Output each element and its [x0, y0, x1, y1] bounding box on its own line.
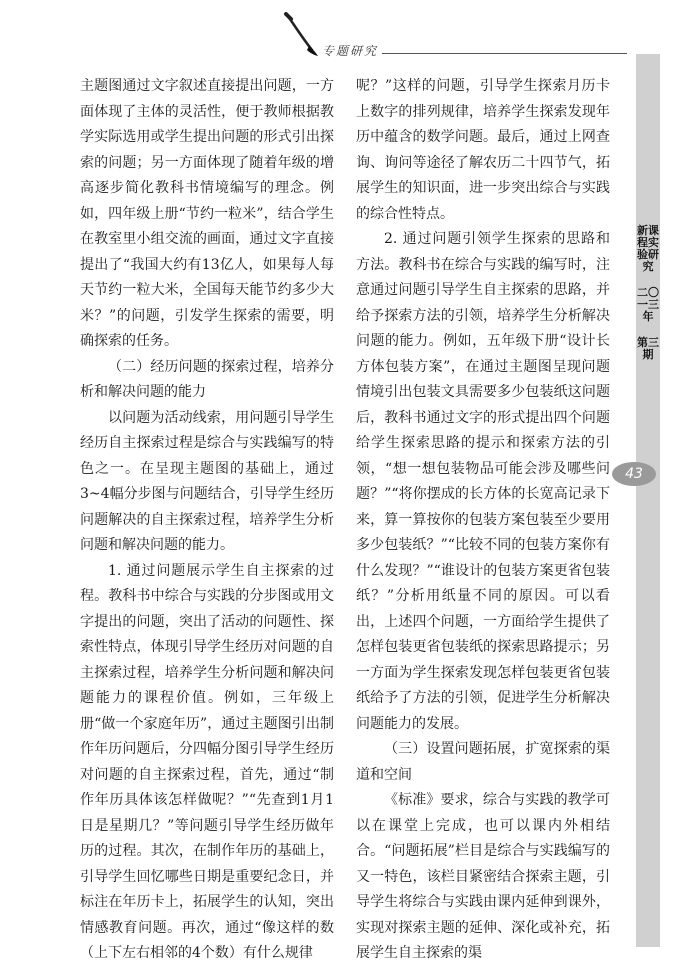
- side-journal-label: [637, 225, 659, 361]
- paragraph: 2. 通过问题引领学生探索的思路和方法。教科书在综合与实践的编写时，注意通过问题引导学生自主探索的思路，并给予探索方法的引领，培养学生分析解决问题的能力。例如，五年级下册“设计长方体包装方案”，在通过主题图呈现问题情境引出包装文具需要多少包装纸这问题后，教科书通过文字的形式提出四个问题给学生探索思路的提示和探索方法的引领，“想一想包装物品可能会涉及哪些问题？”“将你摆成的长方体的长宽高记录下来，算一算按你的包装方案包装至少要用多少包装纸？”“比较不同的包装方案你有什么发现？”“谁设计的包装方案更省包装纸？”分析用纸量不同的原因。可以看出，上述四个问题，一方面给学生提供了怎样包装更省包装纸的探索思路提示；另一方面为学生探索发现怎样包装更省包装纸给予了方法的引领，促进学生分析解决问题能力的发展。: [356, 231, 610, 732]
- section-heading: （二）经历问题的探索过程，培养分析和解决问题的能力: [80, 358, 334, 400]
- paragraph: 1. 通过问题展示学生自主探索的过程。教科书中综合与实践的分步图或用文字提出的问题，突出了活动的问题性、探索性特点，体现引导学生经历对问题的自主探索过程，培养学生分析问题和解决问题能力的课程价值。例如，三年级上册“做一个家庭年历”，通过主题图引出制作年历问题后，分四幅分图引导学生经历对问题的自主探索过程，首先，通过“制作年历具体该怎样做呢？”“先查到1月1日是星期几？”等问题引导学生经历做年历的过程。其次，在制作年历的基础上，引导学生回忆哪些日期是重要纪念日，并标注在年历卡上，拓展学生的认知，突出情感教育问题。再次，通过“像这样的数（上下左右相邻的4个数）有什么规律: [80, 562, 334, 961]
- section-heading: （三）设置问题拓展，扩宽探索的渠道和空间: [356, 741, 610, 783]
- side-year: 二〇一三年: [637, 286, 659, 323]
- side-journal-name: 新课程实验研究: [637, 224, 659, 273]
- left-column: [80, 74, 334, 967]
- side-bar: [636, 54, 660, 947]
- paragraph: 以问题为活动线索，用问题引导学生经历自主探索过程是综合与实践编写的特色之一。在呈现主题图的基础上，通过3~4幅分步图与问题结合，引导学生经历问题解决的自主探索过程，培养学生分析问题和解决问题的能力。: [80, 409, 334, 553]
- header-title: 专题研究: [322, 44, 379, 58]
- page-number: 43: [612, 462, 656, 486]
- paragraph: 主题图通过文字叙述直接提出问题，一方面体现了主体的灵活性，便于教师根据教学实际选用或学生提出问题的形式引出探索的问题；另一方面体现了随着年级的增高逐步简化教科书情境编写的理念。例如，四年级上册“节约一粒米”，结合学生在教室里小组交流的画面，通过文字直接提出了“我国大约有13亿人，如果每人每天节约一粒大米，全国每天能节约多少大米？”的问题，引发学生探索的需要，明确探索的任务。: [80, 78, 334, 349]
- header-rule: [382, 53, 627, 54]
- brush-icon: [282, 12, 326, 58]
- right-column: [356, 74, 610, 967]
- side-issue: 第三期: [637, 336, 659, 361]
- paragraph: 《标准》要求，综合与实践的教学可以在课堂上完成，也可以课内外相结合。“问题拓展”栏目是综合与实践编写的又一特色，该栏目紧密结合探索主题，引导学生将综合与实践由课内延伸到课外，实现对探索主题的延伸、深化或补充，拓展学生自主探索的渠: [356, 792, 610, 961]
- paragraph: 呢？”这样的问题，引导学生探索月历卡上数字的排列规律，培养学生探索发现年历中蕴含的数学问题。最后，通过上网查询、询问等途径了解农历二十四节气，拓展学生的知识面，进一步突出综合与实践的综合性特点。: [356, 78, 610, 222]
